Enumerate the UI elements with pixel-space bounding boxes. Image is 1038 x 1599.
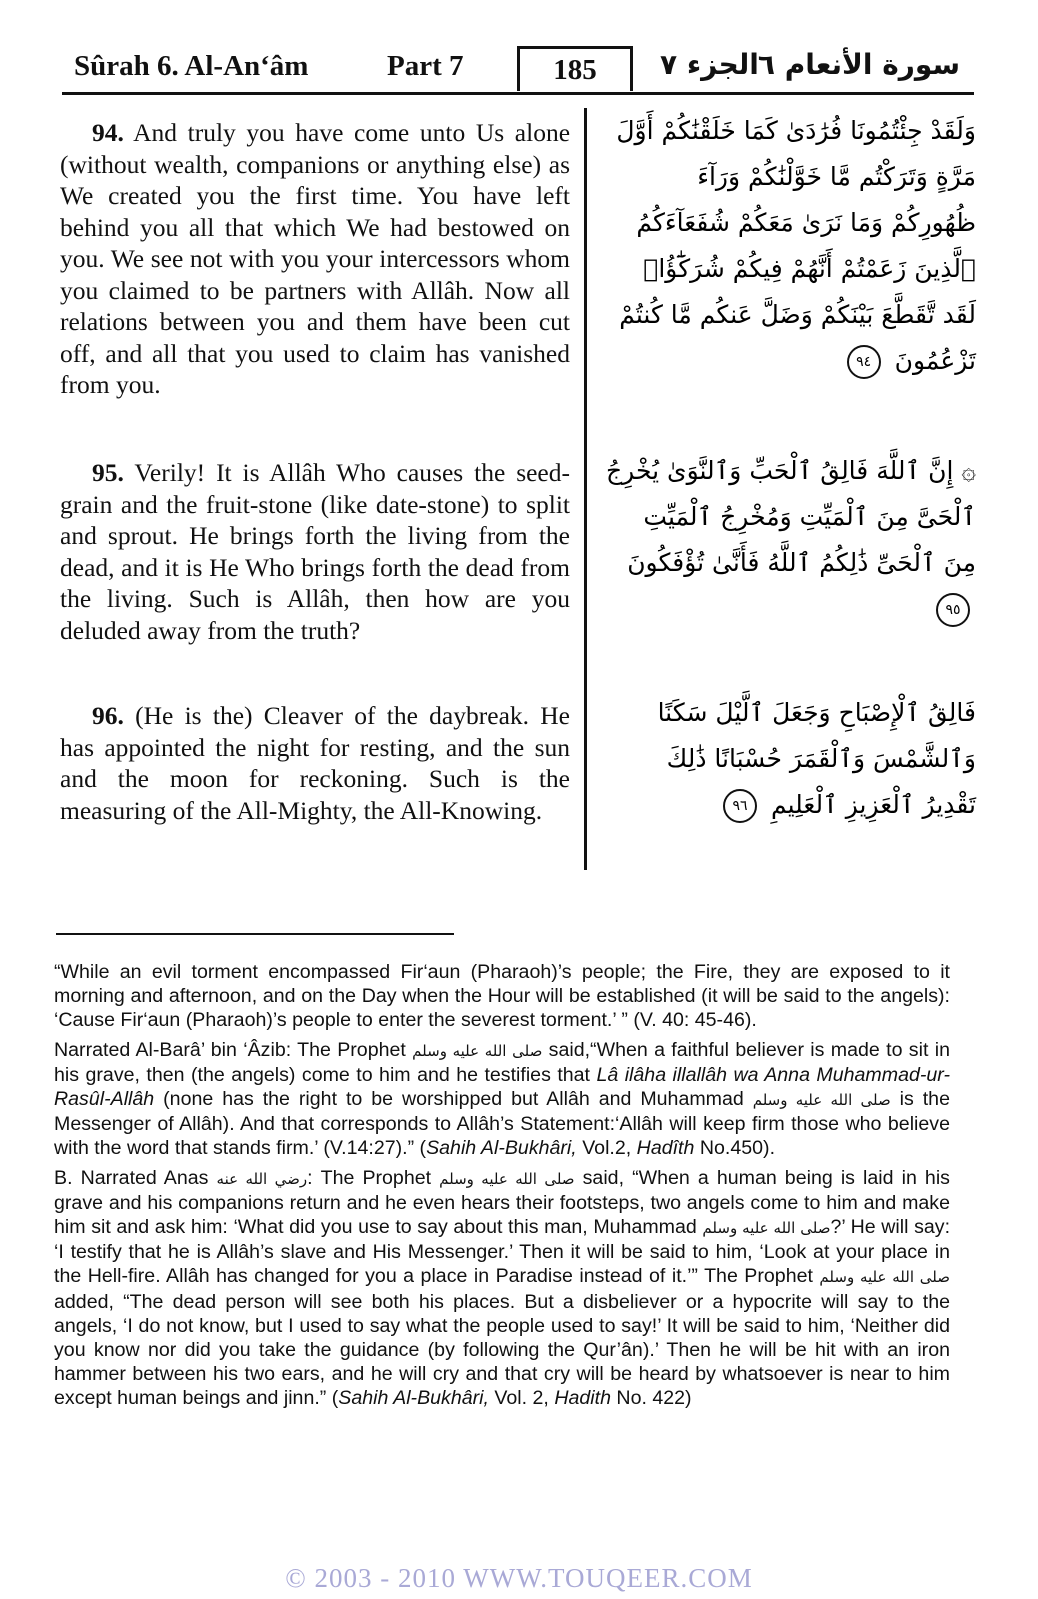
honorific: صلى الله عليه وسلم <box>439 1169 575 1188</box>
footnote-paragraph <box>54 1038 950 1161</box>
footnote-text: said, “When a human being is laid in his grave and his companions return and he even hears their footsteps, two angels come to him and make him sit and ask him: ‘What did you use to say about this man, Muhammad <box>54 1166 950 1239</box>
verse-number: 96. <box>92 701 124 730</box>
column-divider <box>584 108 587 870</box>
verse-number: 95. <box>92 458 124 487</box>
verse-96-translation <box>60 700 570 826</box>
honorific: صلى الله عليه وسلم <box>412 1041 543 1060</box>
verse-end-marker: ٩٦ <box>723 789 757 823</box>
footnotes <box>54 960 950 1416</box>
honorific: رضي الله عنه <box>216 1169 308 1188</box>
footnote-text: No. 422) <box>616 1387 692 1410</box>
footnote-text: added, “The dead person will see both his places. But a disbeliever or a hypocrite will say to the angels, ‘I do not know, but I used to say what the people used to say!’ It will be said to him, ‘Neither did you know nor did you take the guidance (by following the Qur’ân).’ Then he will be hit with an iron hammer between his two ears, and he will cry and that cry will be heard by whatsoever is near to him except human beings and jinn.” ( <box>54 1290 950 1410</box>
footnote-text: said,“When a faithful believer is made to sit in his grave, then (the angels) come to him and he testifies that <box>54 1038 950 1086</box>
footnote-italic: Hadith <box>554 1387 611 1410</box>
arabic-text: فَالِقُ ٱلْإِصْبَاحِ وَجَعَلَ ٱلَّيْلَ سَكَنًا وَٱلشَّمْسَ وَٱلْقَمَرَ حُسْبَانًا ذَٰلِكَ تَقْدِيرُ ٱلْعَزِيزِ ٱلْعَلِيمِ <box>657 698 976 819</box>
footnote-paragraph <box>54 1166 950 1411</box>
page-header <box>62 40 974 95</box>
verse-text: Verily! It is Allâh Who causes the seed-grain and the fruit-stone (like date-stone) to split and sprout. He brings forth the living from the dead, and it is He Who brings forth the dead from the living. Such is Allâh, then how are you deluded away from the truth? <box>60 458 570 645</box>
verse-95-arabic <box>606 448 976 632</box>
verse-94-arabic <box>606 108 976 384</box>
part-label: Part 7 <box>387 50 464 82</box>
surah-title: Sûrah 6. Al-An‘âm <box>74 50 309 82</box>
footnote-text: Vol.2, <box>582 1137 632 1160</box>
footnote-italic: Sahih Al-Bukhâri, <box>338 1387 489 1410</box>
footnote-paragraph: “While an evil torment encompassed Fir‘aun (Pharaoh)’s people; the Fire, they are exposed to it morning and afternoon, and on the Day when the Hour will be established (it will be said to the angels): ‘Cause Fir‘aun (Pharaoh)’s people to enter the severest torment.’ ” (V. 40: 45-46). <box>54 961 950 1032</box>
footnote-text: Vol. 2, <box>494 1387 549 1410</box>
honorific: صلى الله عليه وسلم <box>702 1219 831 1238</box>
verse-94-translation <box>60 117 570 401</box>
footnote-italic: Hadîth <box>636 1137 695 1160</box>
footnote-italic: Lâ ilâha illallâh wa Anna Muhammad-ur-Rasûl-Allâh <box>54 1063 950 1111</box>
honorific: صلى الله عليه وسلم <box>752 1091 891 1110</box>
footnote-text: Narrated Al-Barâ’ bin ‘Âzib: The Prophet <box>54 1038 406 1061</box>
verse-text: And truly you have come unto Us alone (without wealth, companions or anything else) as We created you the first time. You have left behind you all that which We had bestowed on you. We see not with you your intercessors whom you claimed to be partners with Allâh. Now all relations between you and them have been cut off, and all that you used to claim has vanished from you. <box>60 118 571 399</box>
footnote-text: (none has the right to be worshipped but Allâh and Muhammad <box>163 1088 744 1111</box>
verse-end-marker: ٩٤ <box>847 345 881 379</box>
verse-text: (He is the) Cleaver of the daybreak. He has appointed the night for resting, and the sun and the moon for reckoning. Such is the measuring of the All-Mighty, the All-Knowing. <box>60 701 570 825</box>
arabic-text: ۞ إِنَّ ٱللَّهَ فَالِقُ ٱلْحَبِّ وَٱلنَّوَىٰ يُخْرِجُ ٱلْحَىَّ مِنَ ٱلْمَيِّتِ وَمُخْرِجُ ٱلْمَيِّتِ مِنَ ٱلْحَىِّ ذَٰلِكُمُ ٱللَّهُ فَأَنَّىٰ تُؤْفَكُونَ <box>606 456 976 577</box>
arabic-text: وَلَقَدْ جِئْتُمُونَا فُرَٰدَىٰ كَمَا خَلَقْنَٰكُمْ أَوَّلَ مَرَّةٍ وَتَرَكْتُم مَّا خَوَّلْنَٰكُمْ وَرَآءَ ظُهُورِكُمْ وَمَا نَرَىٰ مَعَكُمْ شُفَعَآءَكُمُ ٱلَّذِينَ زَعَمْتُمْ أَنَّهُمْ فِيكُمْ شُرَكَٰٓؤُا۟ لَقَد تَّقَطَّعَ بَيْنَكُمْ وَضَلَّ عَنكُم مَّا كُنتُمْ تَزْعُمُونَ <box>616 116 976 375</box>
footnote-italic: Sahih Al-Bukhâri, <box>426 1137 577 1160</box>
verse-96-arabic <box>606 690 976 828</box>
page-number: 185 <box>517 46 633 91</box>
footnote-text: No.450). <box>699 1137 776 1160</box>
honorific: صلى الله عليه وسلم <box>819 1268 950 1287</box>
arabic-part-label: الجزء ٧ <box>660 48 759 81</box>
footnote-text: ?’ He will say: ‘I testify that he is Allâh’s slave and His Messenger.’ Then it will be said to him, ‘Look at your place in the Hell-fire. Allâh has changed for you a place in Paradise instead of it.’” The Prophet <box>54 1216 951 1288</box>
verse-95-translation <box>60 457 570 646</box>
copyright-notice: © 2003 - 2010 WWW.TOUQEER.COM <box>285 1563 753 1593</box>
verse-number: 94. <box>92 118 124 147</box>
verse-end-marker: ٩٥ <box>936 593 970 627</box>
arabic-surah-title: سورة الأنعام ٦ <box>757 48 960 81</box>
footnote-text: B. Narrated Anas <box>54 1166 209 1189</box>
footnote-text: is the Messenger of Allâh). And that corresponds to Allâh’s Statement:‘Allâh will keep firm those who believe with the word that stands firm.’ (V.14:27).” ( <box>54 1088 950 1160</box>
footnote-rule <box>56 933 454 935</box>
footnote-text: : The Prophet <box>307 1166 432 1189</box>
